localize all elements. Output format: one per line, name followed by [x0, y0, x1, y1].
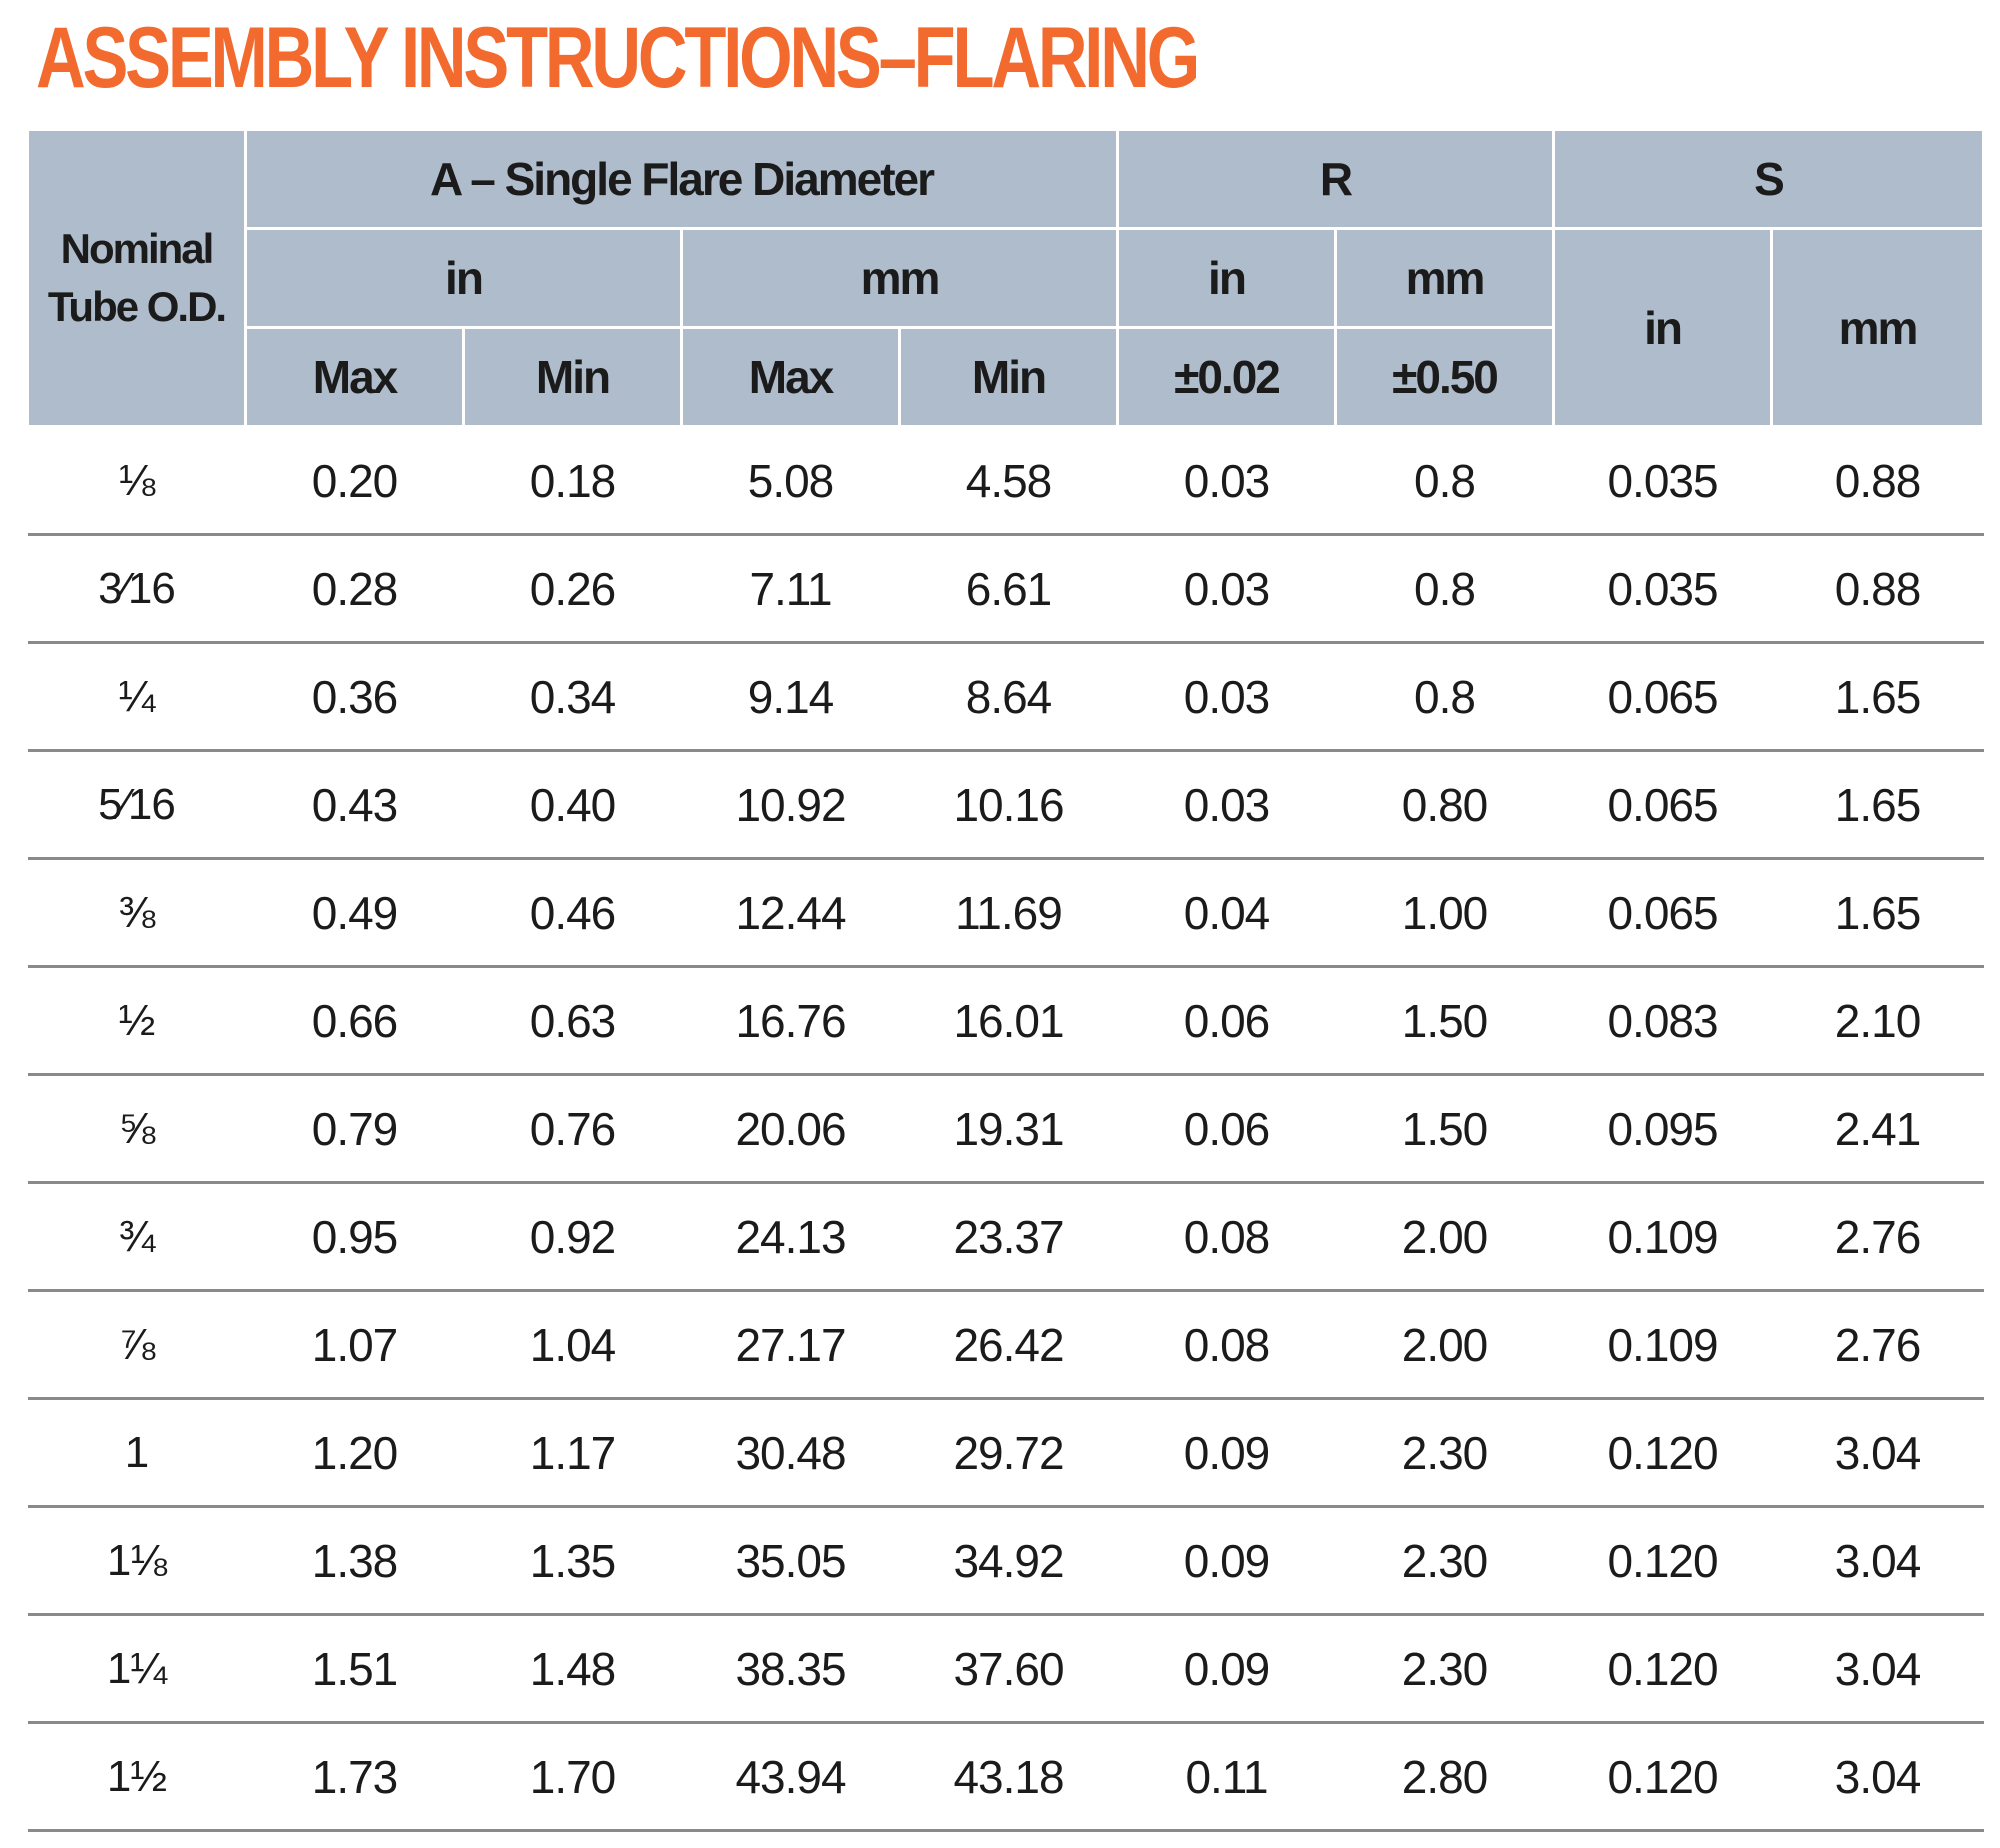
cell-r-in: 0.09	[1118, 1507, 1336, 1615]
cell-a-in-max: 1.20	[246, 1399, 464, 1507]
cell-r-in: 0.03	[1118, 751, 1336, 859]
cell-nominal-size: 1	[28, 1399, 246, 1507]
cell-r-mm: 2.30	[1336, 1615, 1554, 1723]
header-a-mm-min: Min	[900, 328, 1118, 427]
cell-nominal-size: 5⁄16	[28, 751, 246, 859]
cell-a-in-max: 1.73	[246, 1723, 464, 1831]
table-row	[28, 967, 1984, 1075]
cell-s-mm: 3.04	[1772, 1723, 1984, 1831]
cell-a-mm-max: 35.05	[682, 1507, 900, 1615]
cell-s-mm: 2.10	[1772, 967, 1984, 1075]
cell-s-in: 0.109	[1554, 1183, 1772, 1291]
cell-s-mm: 0.88	[1772, 427, 1984, 535]
cell-nominal-size: ⅞	[28, 1291, 246, 1399]
cell-s-mm: 1.65	[1772, 859, 1984, 967]
table-row	[28, 1507, 1984, 1615]
table-body	[28, 427, 1984, 1831]
cell-nominal-size: ⅝	[28, 1075, 246, 1183]
cell-nominal-size: ¼	[28, 643, 246, 751]
cell-r-in: 0.06	[1118, 967, 1336, 1075]
header-a-in: in	[246, 229, 682, 328]
cell-r-in: 0.08	[1118, 1183, 1336, 1291]
cell-a-mm-max: 16.76	[682, 967, 900, 1075]
cell-s-in: 0.120	[1554, 1399, 1772, 1507]
cell-a-in-max: 0.95	[246, 1183, 464, 1291]
table-row	[28, 1399, 1984, 1507]
table-row	[28, 1615, 1984, 1723]
cell-a-mm-max: 38.35	[682, 1615, 900, 1723]
cell-s-in: 0.065	[1554, 751, 1772, 859]
cell-a-in-min: 1.48	[464, 1615, 682, 1723]
cell-a-in-min: 0.26	[464, 535, 682, 643]
cell-s-mm: 2.76	[1772, 1183, 1984, 1291]
cell-a-in-min: 1.35	[464, 1507, 682, 1615]
cell-a-in-max: 0.79	[246, 1075, 464, 1183]
header-single-flare-diameter: A – Single Flare Diameter	[246, 130, 1118, 229]
cell-a-mm-max: 7.11	[682, 535, 900, 643]
cell-a-mm-min: 6.61	[900, 535, 1118, 643]
cell-s-mm: 0.88	[1772, 535, 1984, 643]
cell-nominal-size: ⅜	[28, 859, 246, 967]
cell-nominal-size: 3⁄16	[28, 535, 246, 643]
cell-a-mm-min: 29.72	[900, 1399, 1118, 1507]
table-row	[28, 1183, 1984, 1291]
cell-r-in: 0.08	[1118, 1291, 1336, 1399]
cell-r-mm: 0.8	[1336, 535, 1554, 643]
cell-s-in: 0.109	[1554, 1291, 1772, 1399]
cell-a-in-max: 1.38	[246, 1507, 464, 1615]
cell-a-in-max: 0.43	[246, 751, 464, 859]
cell-s-in: 0.120	[1554, 1723, 1772, 1831]
header-r-mm-tolerance: ±0.50	[1336, 328, 1554, 427]
cell-r-mm: 2.30	[1336, 1507, 1554, 1615]
cell-r-in: 0.09	[1118, 1399, 1336, 1507]
cell-a-in-max: 1.51	[246, 1615, 464, 1723]
cell-a-mm-max: 5.08	[682, 427, 900, 535]
cell-s-in: 0.035	[1554, 427, 1772, 535]
cell-nominal-size: ⅛	[28, 427, 246, 535]
cell-a-in-max: 0.36	[246, 643, 464, 751]
page-title: ASSEMBLY INSTRUCTIONS–FLARING	[36, 10, 1198, 106]
table-row	[28, 535, 1984, 643]
cell-r-mm: 0.8	[1336, 427, 1554, 535]
cell-r-in: 0.11	[1118, 1723, 1336, 1831]
cell-r-mm: 1.50	[1336, 967, 1554, 1075]
cell-r-in: 0.03	[1118, 427, 1336, 535]
cell-r-in: 0.09	[1118, 1615, 1336, 1723]
cell-a-mm-max: 27.17	[682, 1291, 900, 1399]
header-a-in-max: Max	[246, 328, 464, 427]
cell-a-in-max: 0.49	[246, 859, 464, 967]
cell-r-mm: 0.80	[1336, 751, 1554, 859]
cell-s-in: 0.120	[1554, 1507, 1772, 1615]
cell-r-mm: 2.00	[1336, 1291, 1554, 1399]
cell-a-in-min: 0.18	[464, 427, 682, 535]
cell-a-mm-max: 30.48	[682, 1399, 900, 1507]
cell-s-mm: 2.76	[1772, 1291, 1984, 1399]
cell-a-in-min: 0.76	[464, 1075, 682, 1183]
cell-a-mm-min: 26.42	[900, 1291, 1118, 1399]
cell-a-mm-max: 12.44	[682, 859, 900, 967]
cell-s-in: 0.083	[1554, 967, 1772, 1075]
cell-nominal-size: 1⅛	[28, 1507, 246, 1615]
header-r-mm: mm	[1336, 229, 1554, 328]
cell-a-mm-max: 10.92	[682, 751, 900, 859]
cell-r-mm: 1.00	[1336, 859, 1554, 967]
cell-nominal-size: 1½	[28, 1723, 246, 1831]
cell-s-in: 0.095	[1554, 1075, 1772, 1183]
table-row	[28, 859, 1984, 967]
header-a-mm: mm	[682, 229, 1118, 328]
cell-a-in-min: 0.92	[464, 1183, 682, 1291]
flare-dimensions-table	[26, 128, 1985, 1832]
header-row-units	[28, 229, 1984, 328]
cell-a-mm-min: 16.01	[900, 967, 1118, 1075]
cell-a-mm-max: 43.94	[682, 1723, 900, 1831]
header-s: S	[1554, 130, 1984, 229]
cell-r-in: 0.03	[1118, 643, 1336, 751]
cell-r-in: 0.06	[1118, 1075, 1336, 1183]
cell-s-in: 0.065	[1554, 643, 1772, 751]
cell-a-in-max: 1.07	[246, 1291, 464, 1399]
header-s-mm: mm	[1772, 229, 1984, 427]
cell-a-mm-min: 34.92	[900, 1507, 1118, 1615]
table-row	[28, 643, 1984, 751]
cell-s-mm: 1.65	[1772, 643, 1984, 751]
cell-a-mm-max: 24.13	[682, 1183, 900, 1291]
cell-a-in-min: 0.46	[464, 859, 682, 967]
cell-r-mm: 0.8	[1336, 643, 1554, 751]
table-header	[28, 130, 1984, 427]
cell-s-in: 0.065	[1554, 859, 1772, 967]
cell-r-mm: 2.00	[1336, 1183, 1554, 1291]
table-row	[28, 427, 1984, 535]
cell-r-in: 0.03	[1118, 535, 1336, 643]
cell-a-mm-max: 20.06	[682, 1075, 900, 1183]
header-r-in-tolerance: ±0.02	[1118, 328, 1336, 427]
cell-s-mm: 3.04	[1772, 1615, 1984, 1723]
header-row-groups	[28, 130, 1984, 229]
cell-a-in-max: 0.66	[246, 967, 464, 1075]
table-row	[28, 1291, 1984, 1399]
header-a-mm-max: Max	[682, 328, 900, 427]
cell-r-mm: 2.80	[1336, 1723, 1554, 1831]
cell-a-in-min: 1.17	[464, 1399, 682, 1507]
cell-s-in: 0.120	[1554, 1615, 1772, 1723]
cell-nominal-size: ½	[28, 967, 246, 1075]
cell-r-in: 0.04	[1118, 859, 1336, 967]
cell-a-mm-min: 11.69	[900, 859, 1118, 967]
cell-a-in-min: 1.70	[464, 1723, 682, 1831]
cell-r-mm: 1.50	[1336, 1075, 1554, 1183]
header-s-in: in	[1554, 229, 1772, 427]
cell-a-in-min: 0.34	[464, 643, 682, 751]
cell-a-mm-min: 43.18	[900, 1723, 1118, 1831]
cell-s-mm: 3.04	[1772, 1507, 1984, 1615]
header-r: R	[1118, 130, 1554, 229]
header-a-in-min: Min	[464, 328, 682, 427]
cell-a-in-max: 0.28	[246, 535, 464, 643]
cell-r-mm: 2.30	[1336, 1399, 1554, 1507]
cell-a-in-min: 0.63	[464, 967, 682, 1075]
table-row	[28, 751, 1984, 859]
cell-a-mm-min: 8.64	[900, 643, 1118, 751]
cell-a-mm-min: 4.58	[900, 427, 1118, 535]
cell-a-mm-min: 37.60	[900, 1615, 1118, 1723]
cell-nominal-size: 1¼	[28, 1615, 246, 1723]
header-r-in: in	[1118, 229, 1336, 328]
cell-nominal-size: ¾	[28, 1183, 246, 1291]
cell-s-mm: 2.41	[1772, 1075, 1984, 1183]
cell-a-in-min: 0.40	[464, 751, 682, 859]
table-row	[28, 1723, 1984, 1831]
cell-a-mm-max: 9.14	[682, 643, 900, 751]
table-row	[28, 1075, 1984, 1183]
cell-a-mm-min: 19.31	[900, 1075, 1118, 1183]
cell-a-in-max: 0.20	[246, 427, 464, 535]
cell-a-in-min: 1.04	[464, 1291, 682, 1399]
cell-s-mm: 3.04	[1772, 1399, 1984, 1507]
cell-a-mm-min: 10.16	[900, 751, 1118, 859]
cell-s-in: 0.035	[1554, 535, 1772, 643]
cell-a-mm-min: 23.37	[900, 1183, 1118, 1291]
cell-s-mm: 1.65	[1772, 751, 1984, 859]
header-nominal-tube-od: Nominal Tube O.D.	[28, 130, 246, 427]
